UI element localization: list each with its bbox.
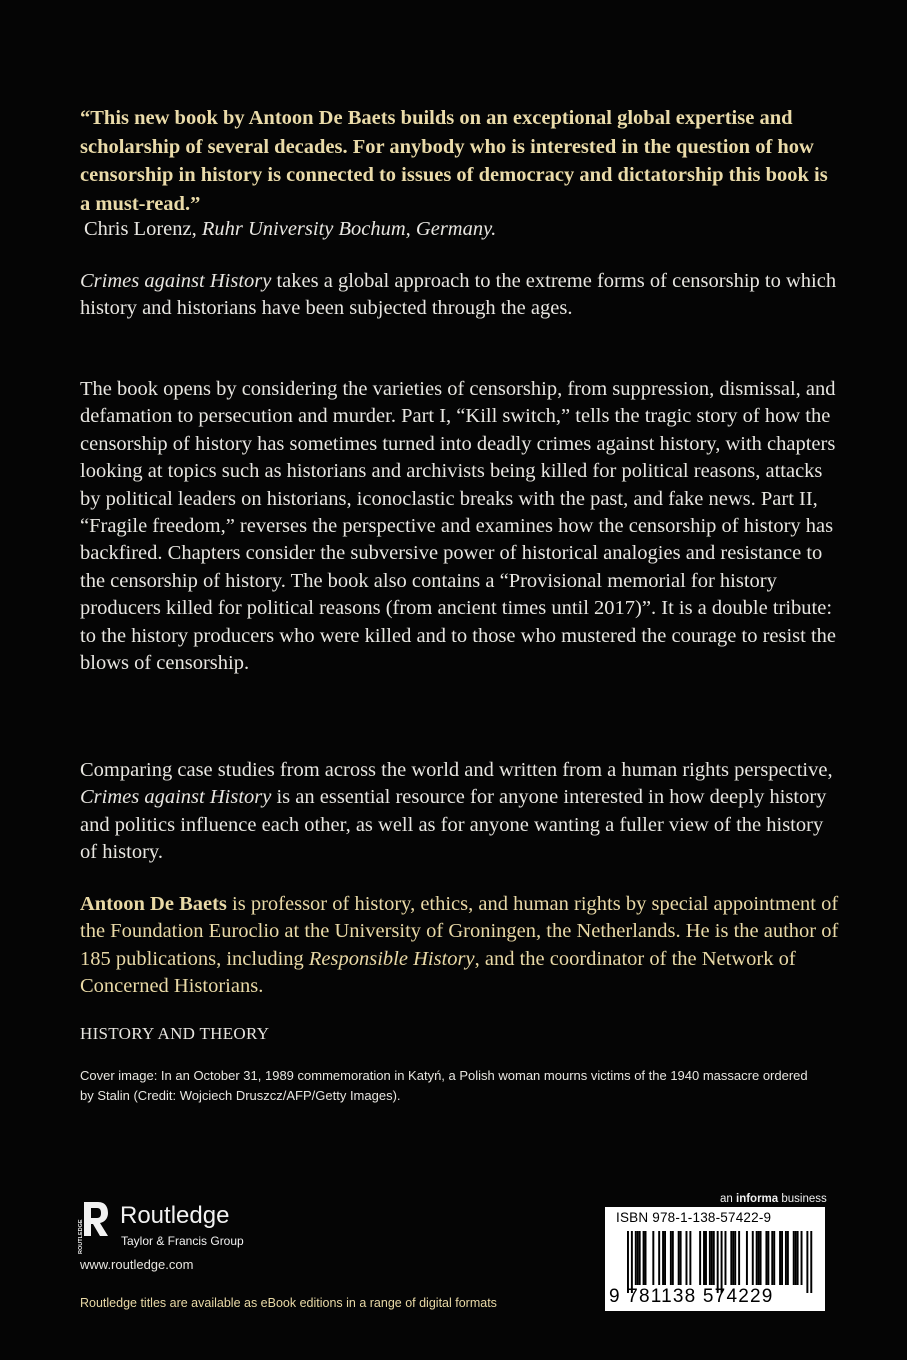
isbn-label: ISBN 978-1-138-57422-9 bbox=[616, 1210, 772, 1225]
barcode-bar bbox=[767, 1231, 769, 1285]
barcode-bar bbox=[680, 1231, 682, 1285]
barcode-bar bbox=[627, 1231, 629, 1293]
barcode-bar bbox=[810, 1231, 812, 1293]
barcode-bar bbox=[765, 1231, 767, 1285]
barcode-bar bbox=[635, 1231, 637, 1285]
endorsement-attribution bbox=[84, 215, 496, 243]
barcode-bar bbox=[779, 1231, 781, 1285]
barcode-bar bbox=[652, 1231, 654, 1285]
book-title-italic: Crimes against History bbox=[80, 786, 272, 809]
description-paragraph-3 bbox=[80, 757, 840, 867]
barcode-bar bbox=[746, 1231, 748, 1285]
publisher-logo bbox=[78, 1200, 278, 1260]
description-paragraph-1 bbox=[80, 268, 840, 323]
barcode-bar bbox=[637, 1231, 639, 1285]
barcode-bar bbox=[670, 1231, 672, 1285]
barcode-bar bbox=[734, 1231, 736, 1285]
isbn-barcode bbox=[605, 1207, 825, 1311]
barcode-bar bbox=[756, 1231, 758, 1285]
barcode-bar bbox=[732, 1231, 734, 1285]
barcode-bar bbox=[678, 1231, 680, 1285]
description-paragraph-2: The book opens by considering the varieties of censorship, from suppression, dismissal, and defamation to persecution and murder. Part I, “Kill switch,” tells the tragic story of how the censorship of history has sometimes turned into deadly crimes against history, with chapters looking at topics such as historians and archivists being killed for political reasons, attacks by political leaders on historians, iconoclastic breaks with the past, and fake news. Part II, “Fragile freedom,” reverses the perspective and examines how the censorship of history has backfired. Chapters consider the subversive power of historical analogies and resistance to the censorship of history. The book also contains a “Provisional memorial for history producers killed for political reasons (from ancient times until 2017)”. It is a double tribute: to the history producers who were killed and to those who mustered the courage to resist the blows of censorship. bbox=[80, 378, 837, 675]
barcode-bar bbox=[689, 1231, 691, 1285]
barcode-bar bbox=[643, 1231, 645, 1285]
barcode-bar bbox=[730, 1231, 732, 1285]
author-book-title: Responsible History bbox=[308, 947, 475, 970]
cover-image-credit: Cover image: In an October 31, 1989 commemoration in Katyń, a Polish woman mourns victims of the 1940 massacre ordered by Stalin (Credit: Wojciech Druszcz/AFP/Getty Images). bbox=[80, 1068, 808, 1103]
author-bio-text: , and the coordinator of the Network of Concerned Historians. bbox=[80, 947, 796, 998]
series-name: HISTORY AND THEORY bbox=[80, 1024, 270, 1043]
barcode-bar bbox=[738, 1231, 740, 1285]
description-text: is an essential resource for anyone interested in how deeply history and politics influence each other, as well as for anyone wanting a fuller view of the history of history. bbox=[80, 786, 827, 864]
barcode-bar bbox=[703, 1231, 705, 1285]
description-text: takes a global approach to the extreme forms of censorship to which history and historians have been subjected through the ages. bbox=[80, 270, 837, 320]
barcode-bar bbox=[806, 1231, 808, 1293]
barcode-bar bbox=[795, 1231, 797, 1285]
publisher-website: www.routledge.com bbox=[80, 1257, 194, 1272]
barcode-bar bbox=[771, 1231, 773, 1285]
endorser-name: Chris Lorenz, bbox=[84, 218, 202, 240]
barcode-bar bbox=[760, 1231, 762, 1285]
book-title-italic: Crimes against History bbox=[80, 270, 272, 292]
barcode-bar bbox=[662, 1231, 664, 1285]
informa-prefix: an bbox=[720, 1193, 736, 1205]
routledge-logo-icon bbox=[78, 1200, 110, 1256]
barcode-bar bbox=[717, 1231, 719, 1293]
barcode-bar bbox=[645, 1231, 647, 1285]
barcode-digits: 9 781138 574229 bbox=[609, 1286, 774, 1307]
ebook-note: Routledge titles are available as eBook editions in a range of digital formats bbox=[80, 1296, 497, 1310]
publisher-group: Taylor & Francis Group bbox=[121, 1234, 244, 1248]
barcode-bar bbox=[785, 1231, 787, 1285]
barcode-bar bbox=[664, 1231, 666, 1285]
endorsement-quote: “This new book by Antoon De Baets builds on an exceptional global expertise and scholarship of several decades. For anybody who is interested in the question of how censorship in history is connected to issues of democracy and dictatorship this book is a must-read.” bbox=[80, 107, 828, 215]
barcode-bar bbox=[709, 1231, 711, 1285]
barcode-bar bbox=[793, 1231, 795, 1285]
author-bio-text: is professor of history, ethics, and human rights by special appointment of the Foundation Euroclio at the University of Groningen, the Netherlands. He is the author of 185 publications, including bbox=[80, 893, 839, 970]
informa-tagline bbox=[720, 1193, 827, 1205]
barcode-bar bbox=[658, 1231, 660, 1285]
barcode-bar bbox=[711, 1231, 713, 1285]
barcode-bar bbox=[801, 1231, 803, 1285]
barcode-bar bbox=[672, 1231, 674, 1285]
barcode-bar bbox=[713, 1231, 715, 1285]
barcode-bar bbox=[721, 1231, 723, 1293]
barcode-bar bbox=[699, 1231, 701, 1285]
informa-suffix: business bbox=[778, 1193, 827, 1205]
publisher-name: Routledge bbox=[120, 1202, 230, 1229]
barcode-bar bbox=[705, 1231, 707, 1285]
barcode-bar bbox=[781, 1231, 783, 1285]
barcode-bar bbox=[725, 1231, 727, 1285]
barcode-bar bbox=[787, 1231, 789, 1285]
barcode-bar bbox=[752, 1231, 754, 1285]
endorser-affiliation: Ruhr University Bochum, Germany. bbox=[201, 218, 497, 240]
author-bio bbox=[80, 891, 840, 1001]
author-name: Antoon De Baets bbox=[80, 893, 227, 915]
barcode-bar bbox=[631, 1231, 633, 1293]
barcode-bar bbox=[797, 1231, 799, 1285]
barcode-bar bbox=[686, 1231, 688, 1285]
description-text: Comparing case studies from across the world and written from a human rights perspective, bbox=[80, 759, 833, 781]
barcode-bar bbox=[773, 1231, 775, 1285]
logo-vertical-text: ROUTLEDGE bbox=[78, 1219, 84, 1254]
barcode-bar bbox=[639, 1231, 641, 1285]
barcode-bar bbox=[758, 1231, 760, 1285]
informa-brand: informa bbox=[736, 1193, 779, 1205]
